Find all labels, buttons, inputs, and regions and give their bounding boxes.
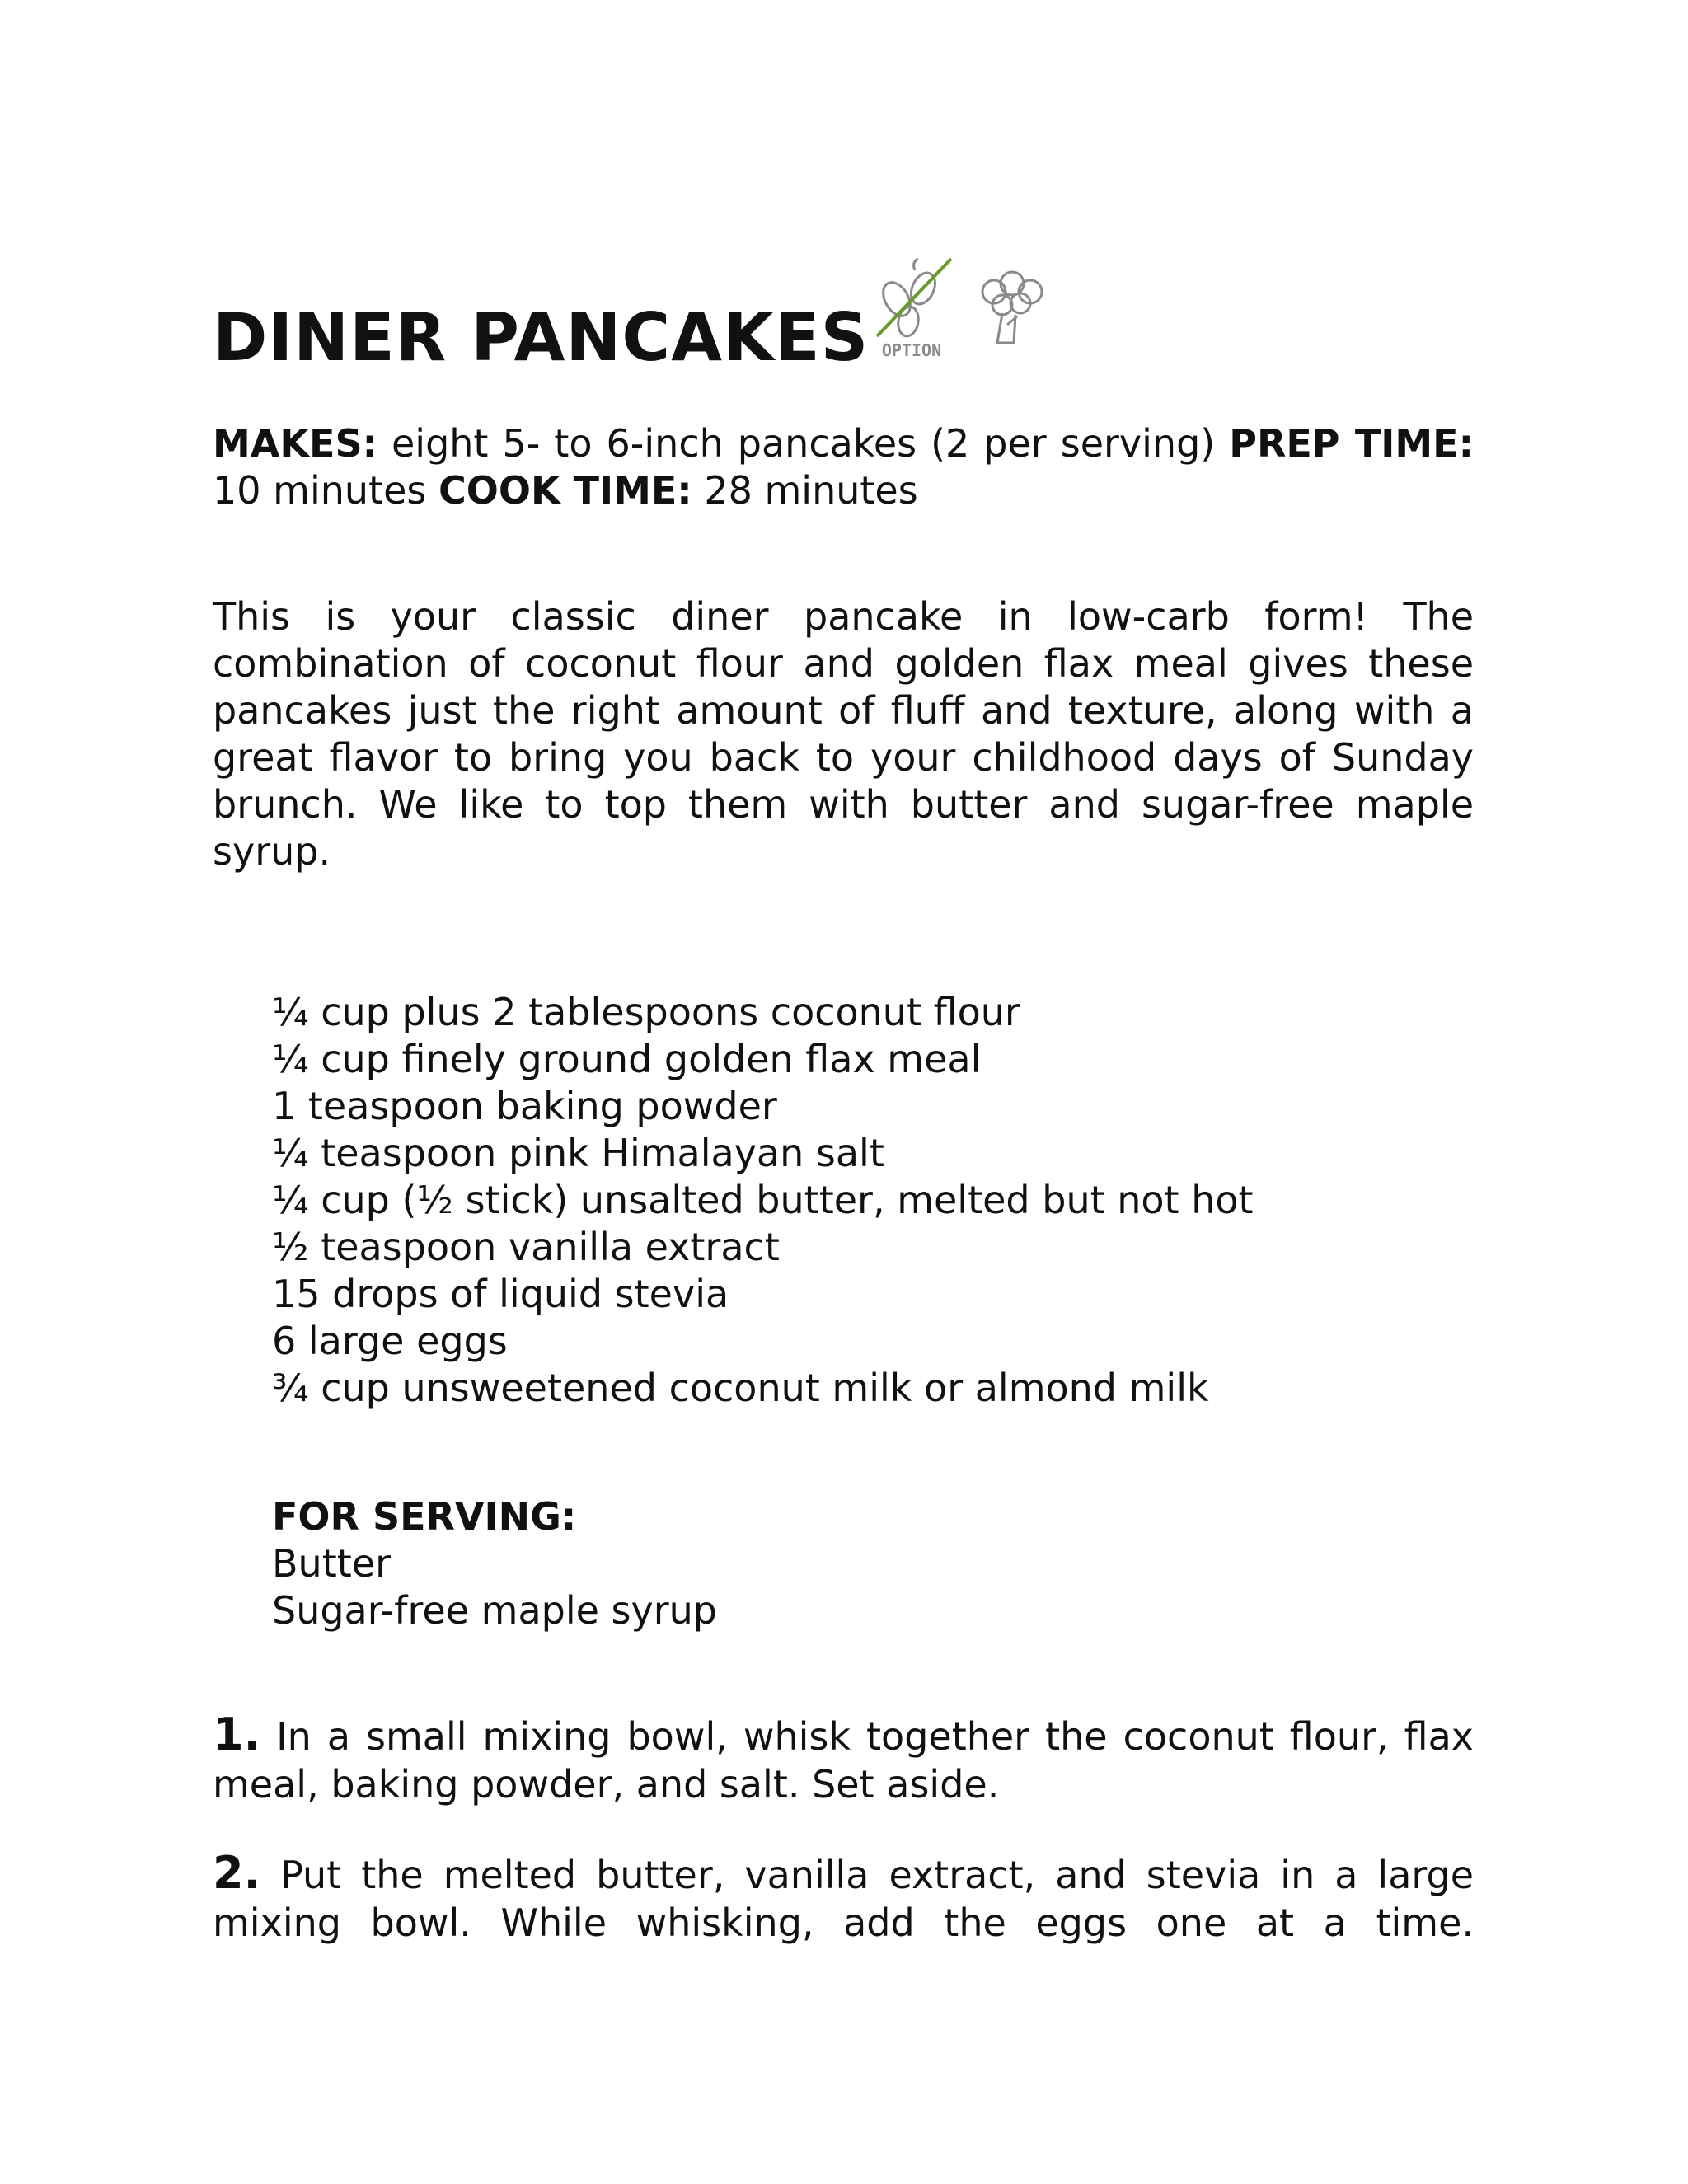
prep-value: 10 minutes — [213, 468, 438, 513]
makes-label: MAKES: — [213, 421, 377, 466]
step-text: In a small mixing bowl, whisk together the coconut flour, flax meal, baking powder, and salt. Set aside. — [213, 1714, 1474, 1807]
ingredient-item: 15 drops of liquid stevia — [272, 1272, 729, 1316]
cook-value: 28 minutes — [692, 468, 918, 513]
serving-item: Sugar-free maple syrup — [272, 1588, 717, 1633]
flax-option-icon — [865, 254, 958, 361]
ingredient-item: ¼ cup (½ stick) unsalted butter, melted but not hot — [272, 1178, 1254, 1222]
ingredient-item: ¼ cup plus 2 tablespoons coconut flour — [272, 990, 1020, 1034]
ingredient-item: ½ teaspoon vanilla extract — [272, 1225, 780, 1269]
ingredient-item: ¼ cup finely ground golden flax meal — [272, 1037, 982, 1081]
recipe-meta — [213, 420, 1474, 514]
step-number: 1. — [213, 1708, 261, 1760]
ingredients-list — [272, 989, 1254, 1412]
prep-label: PREP TIME: — [1229, 421, 1474, 466]
recipe-title: DINER PANCAKES — [213, 299, 870, 376]
recipe-intro: This is your classic diner pancake in low-carb form! The combination of coconut flour and golden flax meal gives these pancakes just the right amount of fluff and texture, along with a great flavor to bring you back to your childhood days of Sunday brunch. We like to top them with butter and sugar-free maple syrup. — [213, 594, 1474, 874]
ingredient-item: 1 teaspoon baking powder — [272, 1084, 777, 1128]
ingredient-item: ¾ cup unsweetened coconut milk or almond milk — [272, 1366, 1209, 1410]
for-serving-heading: FOR SERVING: — [272, 1494, 577, 1539]
recipe-page — [213, 247, 1474, 1945]
for-serving-section — [272, 1493, 717, 1634]
broccoli-icon — [969, 267, 1052, 349]
ingredient-item: ¼ teaspoon pink Himalayan salt — [272, 1131, 884, 1175]
step-number: 2. — [213, 1847, 261, 1899]
instruction-step — [213, 1708, 1474, 1808]
instruction-step — [213, 1849, 1474, 1947]
title-row — [213, 247, 1474, 387]
for-serving-list — [272, 1540, 717, 1634]
makes-value: eight 5- to 6-inch pancakes (2 per serving) — [377, 421, 1230, 466]
step-text: Put the melted butter, vanilla extract, and stevia in a large mixing bowl. While whisking, add the eggs one at a time. — [213, 1853, 1474, 1945]
option-label: OPTION — [881, 340, 942, 360]
ingredient-item: 6 large eggs — [272, 1319, 508, 1363]
cook-label: COOK TIME: — [438, 468, 692, 513]
serving-item: Butter — [272, 1541, 391, 1586]
